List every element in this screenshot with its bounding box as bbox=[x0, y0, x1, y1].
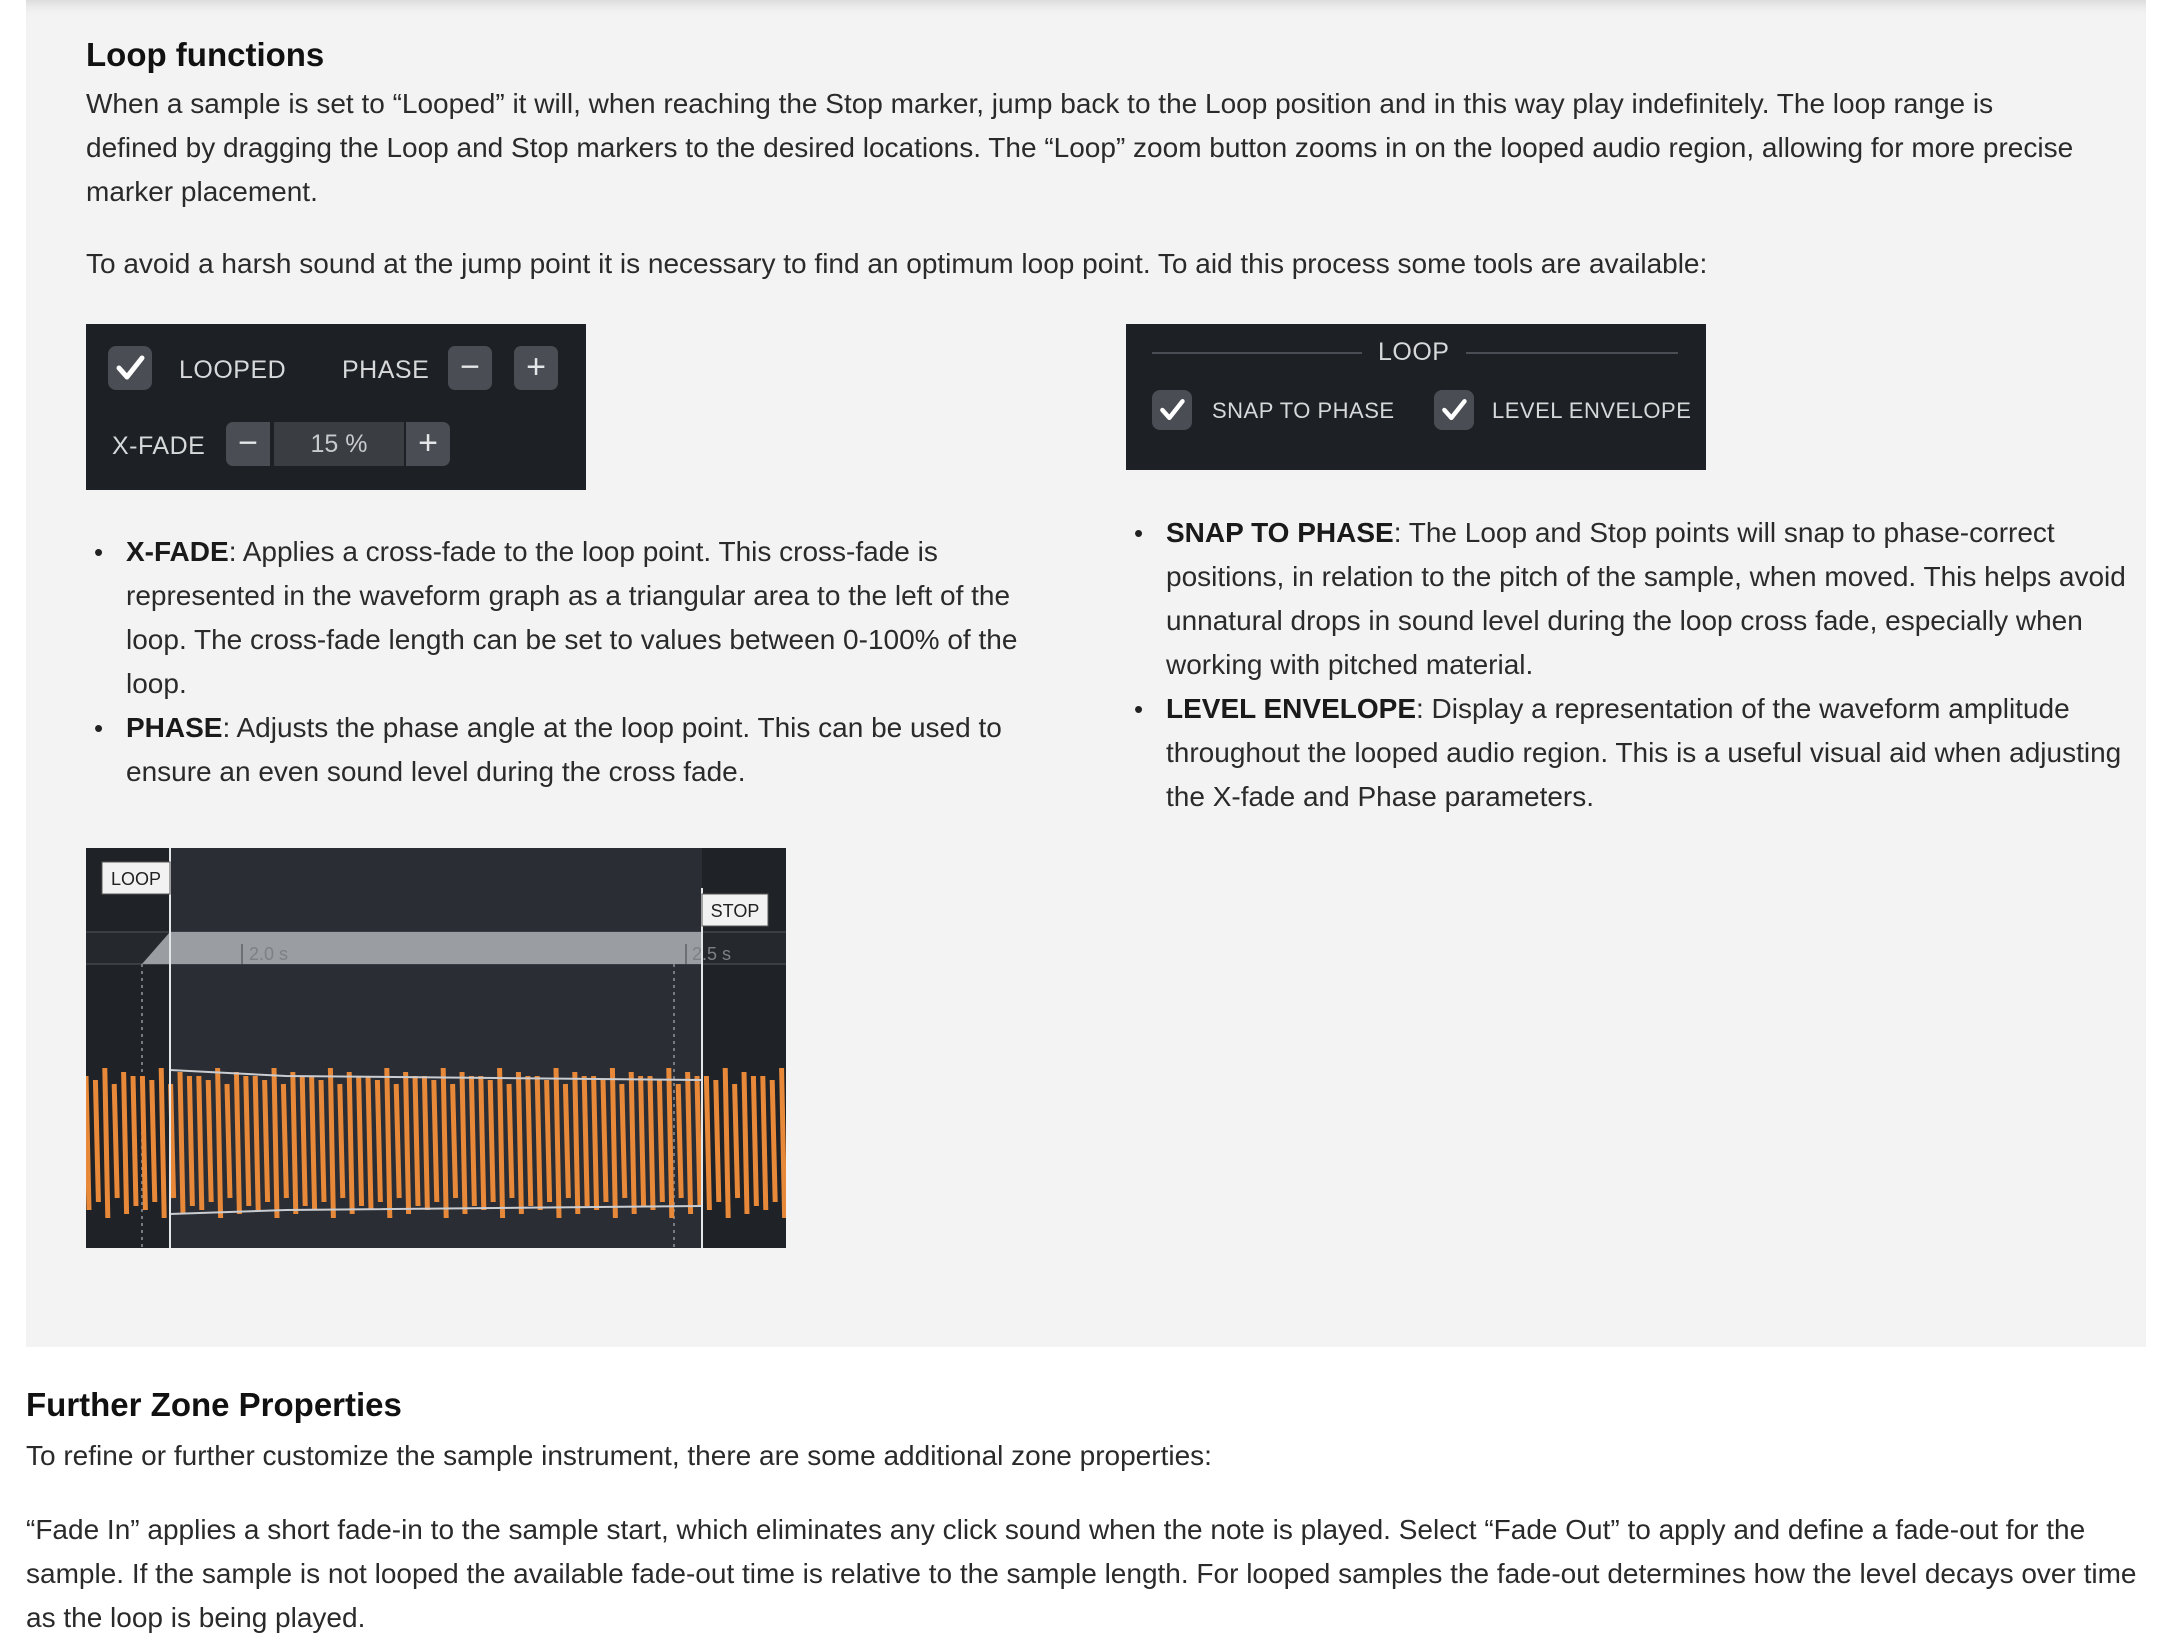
xfade-label: X-FADE bbox=[112, 432, 206, 460]
bullet-term: PHASE bbox=[126, 712, 223, 743]
tick-label-1: 2.0 s bbox=[249, 944, 289, 964]
loop-functions-heading: Loop functions bbox=[86, 36, 325, 73]
waveform-svg bbox=[86, 848, 786, 1248]
snap-to-phase-checkbox[interactable] bbox=[1152, 390, 1192, 430]
list-item bbox=[86, 530, 1046, 706]
check-icon bbox=[1158, 396, 1186, 424]
check-icon bbox=[114, 352, 146, 384]
loop-left-bullets bbox=[86, 530, 1046, 794]
tick-label-2: 2.5 s bbox=[692, 944, 732, 964]
xfade-minus-button[interactable]: − bbox=[226, 422, 270, 466]
loop-intro-paragraph: When a sample is set to “Looped” it will, when reaching the Stop marker, jump back to the Loop position and in this way play indefinitely. The loop range is defined by dragging the Loop and Stop markers to the desired locations. The “Loop” zoom button zooms in on the looped audio region, allowing for more precise marker placement. bbox=[86, 88, 2074, 207]
looped-checkbox[interactable] bbox=[108, 346, 152, 390]
list-item bbox=[1126, 511, 2126, 687]
bullet-text: : Display a representation of the waveform amplitude throughout the looped audio region. This is a useful visual aid when adjusting the X-fade and Phase parameters. bbox=[1166, 693, 2122, 812]
list-item bbox=[1126, 687, 2126, 819]
snap-to-phase-label: SNAP TO PHASE bbox=[1212, 398, 1395, 423]
list-item bbox=[86, 706, 1046, 794]
loop-controls-panel bbox=[86, 324, 586, 490]
loop-waveform-graph bbox=[86, 848, 786, 1248]
bullet-term: X-FADE bbox=[126, 536, 229, 567]
xfade-value-field[interactable]: 15 % bbox=[274, 422, 404, 466]
bullet-text: : Adjusts the phase angle at the loop point. This can be used to ensure an even sound level during the cross fade. bbox=[126, 712, 1002, 787]
loop-title-rule-right bbox=[1466, 352, 1678, 354]
looped-label: LOOPED bbox=[179, 356, 287, 384]
bullet-term: LEVEL ENVELOPE bbox=[1166, 693, 1416, 724]
loop-options-title: LOOP bbox=[1378, 338, 1450, 366]
bullet-text: : Applies a cross-fade to the loop point. This cross-fade is represented in the waveform graph as a triangular area to the left of the loop. The cross-fade length can be set to values between 0-100% of the loop. bbox=[126, 536, 1018, 699]
loop-options-panel bbox=[1126, 324, 1706, 470]
loop-title-rule-left bbox=[1152, 352, 1362, 354]
level-envelope-label: LEVEL ENVELOPE bbox=[1492, 398, 1692, 423]
stop-marker-label: STOP bbox=[710, 901, 760, 921]
further-zone-heading: Further Zone Properties bbox=[26, 1386, 402, 1423]
loop-marker-label: LOOP bbox=[110, 869, 162, 889]
level-envelope-checkbox[interactable] bbox=[1434, 390, 1474, 430]
loop-right-bullets bbox=[1126, 511, 2126, 819]
loop-tools-paragraph: To avoid a harsh sound at the jump point it is necessary to find an optimum loop point. To aid this process some tools are available: bbox=[86, 248, 1708, 279]
waveform-trace bbox=[86, 1068, 785, 1218]
phase-minus-button[interactable]: − bbox=[448, 346, 492, 390]
phase-label: PHASE bbox=[342, 356, 430, 384]
bullet-term: SNAP TO PHASE bbox=[1166, 517, 1394, 548]
fade-in-out-paragraph: “Fade In” applies a short fade-in to the sample start, which eliminates any click sound when the note is played. Select “Fade Out” to apply and define a fade-out for the sample. If the sample is not looped the available fade-out time is relative to the sample length. For looped samples the fade-out determines how the level decays over time as the loop is being played. bbox=[26, 1514, 2137, 1633]
further-zone-intro: To refine or further customize the sample instrument, there are some additional zone properties: bbox=[26, 1440, 1212, 1471]
phase-plus-button[interactable]: + bbox=[514, 346, 558, 390]
xfade-plus-button[interactable]: + bbox=[406, 422, 450, 466]
bullet-text: : The Loop and Stop points will snap to phase-correct positions, in relation to the pitch of the sample, when moved. This helps avoid unnatural drops in sound level during the loop cross fade, especially when working with pitched material. bbox=[1166, 517, 2126, 680]
check-icon bbox=[1440, 396, 1468, 424]
